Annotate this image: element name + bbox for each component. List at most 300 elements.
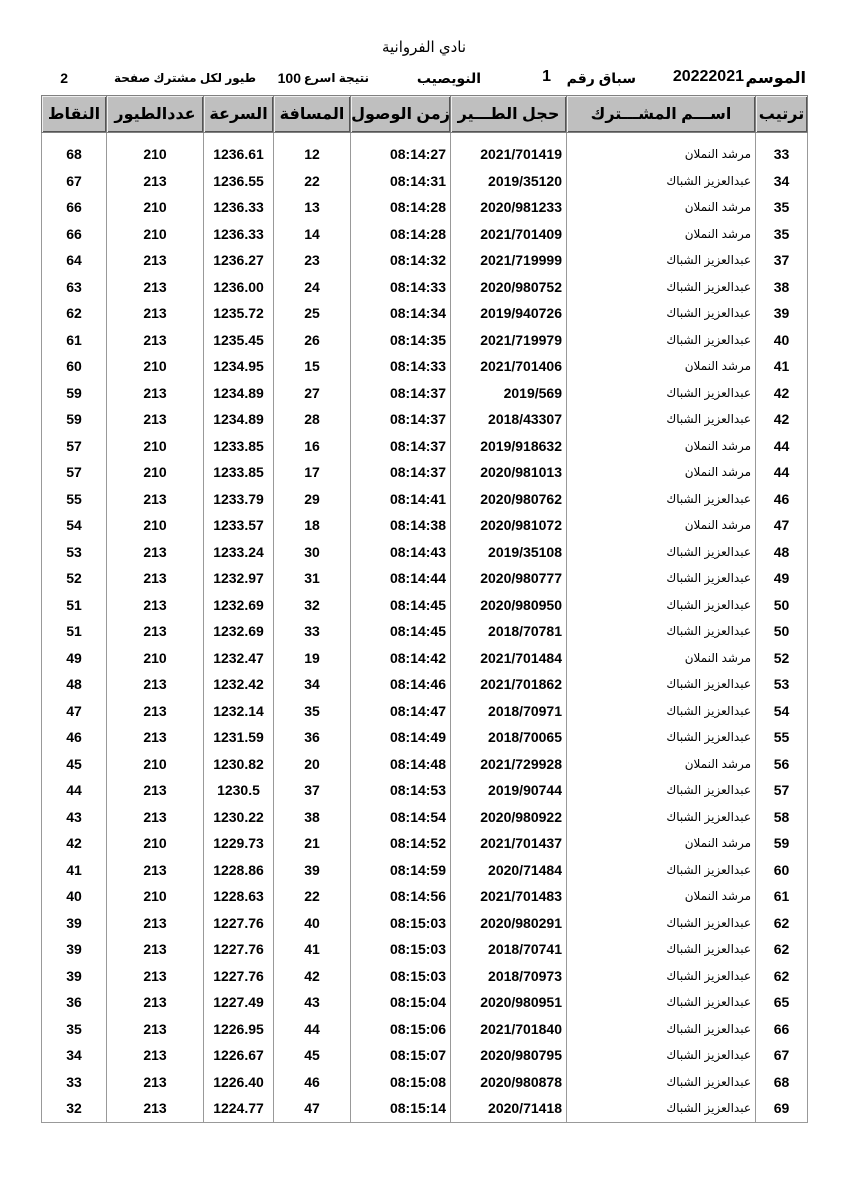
page-number: 2: [60, 70, 68, 86]
cell-speed: 1235.72: [204, 300, 274, 327]
cell-points: 44: [42, 777, 107, 804]
table-row: [42, 1095, 808, 1122]
cell-rank: 49: [756, 565, 808, 592]
cell-arrival: 08:14:37: [351, 406, 451, 433]
cell-distance: 38: [274, 804, 351, 831]
cell-points: 45: [42, 751, 107, 778]
table-row: [42, 857, 808, 884]
cell-arrival: 08:14:32: [351, 247, 451, 274]
cell-bird-count: 213: [107, 327, 204, 354]
cell-bird-count: 213: [107, 592, 204, 619]
table-row: [42, 804, 808, 831]
cell-points: 57: [42, 459, 107, 486]
col-participant: اســـم المشـــترك: [567, 96, 756, 133]
cell-rank: 33: [756, 141, 808, 168]
cell-bird-count: 213: [107, 380, 204, 407]
cell-points: 54: [42, 512, 107, 539]
table-row: [42, 194, 808, 221]
cell-participant: عبدالعزيز الشباك: [567, 274, 756, 301]
table-row: [42, 406, 808, 433]
cell-points: 48: [42, 671, 107, 698]
cell-rank: 37: [756, 247, 808, 274]
cell-points: 59: [42, 380, 107, 407]
cell-arrival: 08:14:33: [351, 274, 451, 301]
cell-participant: عبدالعزيز الشباك: [567, 592, 756, 619]
cell-distance: 25: [274, 300, 351, 327]
cell-bird-count: 213: [107, 565, 204, 592]
cell-ring: 2020/980878: [451, 1069, 567, 1096]
cell-ring: 2021/701862: [451, 671, 567, 698]
cell-points: 35: [42, 1016, 107, 1043]
cell-arrival: 08:14:28: [351, 194, 451, 221]
club-title: نادي الفروانية: [381, 39, 467, 56]
table-row: [42, 141, 808, 168]
cell-distance: 45: [274, 1042, 351, 1069]
cell-points: 51: [42, 592, 107, 619]
table-row: [42, 353, 808, 380]
cell-distance: 47: [274, 1095, 351, 1122]
table-row: [42, 698, 808, 725]
cell-participant: عبدالعزيز الشباك: [567, 1016, 756, 1043]
cell-speed: 1228.86: [204, 857, 274, 884]
cell-ring: 2020/981072: [451, 512, 567, 539]
cell-bird-count: 210: [107, 751, 204, 778]
cell-rank: 66: [756, 1016, 808, 1043]
cell-speed: 1236.33: [204, 194, 274, 221]
cell-points: 47: [42, 698, 107, 725]
cell-arrival: 08:14:41: [351, 486, 451, 513]
cell-distance: 28: [274, 406, 351, 433]
cell-ring: 2020/981233: [451, 194, 567, 221]
cell-rank: 34: [756, 168, 808, 195]
table-row: [42, 168, 808, 195]
cell-speed: 1235.45: [204, 327, 274, 354]
cell-distance: 13: [274, 194, 351, 221]
col-ring: حجل الطـــير: [451, 96, 567, 133]
cell-bird-count: 213: [107, 724, 204, 751]
cell-ring: 2020/980950: [451, 592, 567, 619]
cell-distance: 29: [274, 486, 351, 513]
cell-distance: 15: [274, 353, 351, 380]
cell-bird-count: 213: [107, 963, 204, 990]
cell-ring: 2018/70971: [451, 698, 567, 725]
cell-ring: 2020/980795: [451, 1042, 567, 1069]
cell-speed: 1227.76: [204, 910, 274, 937]
cell-distance: 23: [274, 247, 351, 274]
cell-ring: 2019/35120: [451, 168, 567, 195]
table-row: [42, 486, 808, 513]
cell-bird-count: 213: [107, 1069, 204, 1096]
birds-per-label: طيور لكل مشترك صفحة: [114, 71, 256, 85]
cell-participant: عبدالعزيز الشباك: [567, 565, 756, 592]
cell-ring: 2019/918632: [451, 433, 567, 460]
cell-speed: 1236.55: [204, 168, 274, 195]
cell-points: 62: [42, 300, 107, 327]
cell-ring: 2020/71418: [451, 1095, 567, 1122]
cell-bird-count: 213: [107, 247, 204, 274]
cell-arrival: 08:15:06: [351, 1016, 451, 1043]
cell-arrival: 08:14:49: [351, 724, 451, 751]
cell-speed: 1232.14: [204, 698, 274, 725]
cell-bird-count: 210: [107, 459, 204, 486]
cell-rank: 62: [756, 910, 808, 937]
cell-speed: 1233.57: [204, 512, 274, 539]
cell-ring: 2019/940726: [451, 300, 567, 327]
table-row: [42, 1069, 808, 1096]
cell-distance: 43: [274, 989, 351, 1016]
table-row: [42, 963, 808, 990]
cell-participant: عبدالعزيز الشباك: [567, 618, 756, 645]
cell-participant: عبدالعزيز الشباك: [567, 486, 756, 513]
cell-speed: 1233.85: [204, 459, 274, 486]
cell-bird-count: 213: [107, 989, 204, 1016]
cell-speed: 1230.22: [204, 804, 274, 831]
cell-bird-count: 210: [107, 221, 204, 248]
cell-rank: 60: [756, 857, 808, 884]
cell-bird-count: 210: [107, 194, 204, 221]
cell-rank: 62: [756, 936, 808, 963]
cell-arrival: 08:14:44: [351, 565, 451, 592]
cell-rank: 62: [756, 963, 808, 990]
cell-arrival: 08:14:53: [351, 777, 451, 804]
race-info-bar: [44, 68, 806, 90]
cell-points: 52: [42, 565, 107, 592]
cell-points: 53: [42, 539, 107, 566]
cell-participant: مرشد النملان: [567, 353, 756, 380]
cell-bird-count: 210: [107, 830, 204, 857]
cell-bird-count: 210: [107, 353, 204, 380]
cell-distance: 26: [274, 327, 351, 354]
cell-participant: عبدالعزيز الشباك: [567, 724, 756, 751]
cell-arrival: 08:14:59: [351, 857, 451, 884]
race-number: 1: [542, 68, 551, 85]
season-value: 20222021: [672, 68, 744, 85]
cell-points: 67: [42, 168, 107, 195]
cell-rank: 42: [756, 380, 808, 407]
cell-arrival: 08:14:35: [351, 327, 451, 354]
cell-arrival: 08:14:48: [351, 751, 451, 778]
cell-speed: 1236.61: [204, 141, 274, 168]
cell-distance: 40: [274, 910, 351, 937]
cell-bird-count: 213: [107, 539, 204, 566]
cell-ring: 2018/70065: [451, 724, 567, 751]
cell-participant: عبدالعزيز الشباك: [567, 539, 756, 566]
cell-participant: عبدالعزيز الشباك: [567, 380, 756, 407]
table-row: [42, 910, 808, 937]
cell-arrival: 08:14:37: [351, 433, 451, 460]
cell-arrival: 08:15:14: [351, 1095, 451, 1122]
cell-arrival: 08:14:33: [351, 353, 451, 380]
cell-points: 64: [42, 247, 107, 274]
cell-points: 40: [42, 883, 107, 910]
cell-arrival: 08:14:37: [351, 380, 451, 407]
cell-distance: 44: [274, 1016, 351, 1043]
cell-arrival: 08:14:52: [351, 830, 451, 857]
spacer-row: [42, 133, 808, 142]
cell-bird-count: 210: [107, 433, 204, 460]
cell-ring: 2020/980752: [451, 274, 567, 301]
cell-rank: 44: [756, 433, 808, 460]
col-rank: ترتيب: [756, 96, 808, 133]
cell-bird-count: 213: [107, 777, 204, 804]
cell-speed: 1232.69: [204, 592, 274, 619]
cell-arrival: 08:15:04: [351, 989, 451, 1016]
cell-distance: 18: [274, 512, 351, 539]
cell-ring: 2021/701484: [451, 645, 567, 672]
cell-rank: 46: [756, 486, 808, 513]
cell-participant: عبدالعزيز الشباك: [567, 936, 756, 963]
cell-distance: 24: [274, 274, 351, 301]
table-row: [42, 327, 808, 354]
cell-points: 68: [42, 141, 107, 168]
cell-distance: 42: [274, 963, 351, 990]
cell-bird-count: 210: [107, 645, 204, 672]
cell-ring: 2018/70741: [451, 936, 567, 963]
cell-speed: 1233.24: [204, 539, 274, 566]
cell-speed: 1228.63: [204, 883, 274, 910]
table-row: [42, 1016, 808, 1043]
cell-arrival: 08:14:27: [351, 141, 451, 168]
cell-rank: 67: [756, 1042, 808, 1069]
header-row: [42, 96, 808, 133]
cell-rank: 48: [756, 539, 808, 566]
cell-arrival: 08:15:08: [351, 1069, 451, 1096]
table-row: [42, 777, 808, 804]
cell-bird-count: 213: [107, 698, 204, 725]
cell-bird-count: 213: [107, 274, 204, 301]
table-row: [42, 751, 808, 778]
cell-participant: عبدالعزيز الشباك: [567, 300, 756, 327]
cell-bird-count: 213: [107, 804, 204, 831]
col-arrival: زمن الوصول: [351, 96, 451, 133]
cell-points: 39: [42, 936, 107, 963]
cell-rank: 61: [756, 883, 808, 910]
race-label: سباق رقم: [566, 70, 636, 86]
cell-ring: 2020/981013: [451, 459, 567, 486]
cell-points: 51: [42, 618, 107, 645]
cell-speed: 1232.47: [204, 645, 274, 672]
cell-bird-count: 213: [107, 168, 204, 195]
table-row: [42, 671, 808, 698]
cell-rank: 59: [756, 830, 808, 857]
cell-ring: 2019/90744: [451, 777, 567, 804]
cell-speed: 1231.59: [204, 724, 274, 751]
cell-bird-count: 213: [107, 936, 204, 963]
cell-bird-count: 213: [107, 671, 204, 698]
cell-ring: 2021/701840: [451, 1016, 567, 1043]
cell-ring: 2020/980922: [451, 804, 567, 831]
table-row: [42, 512, 808, 539]
table-row: [42, 592, 808, 619]
cell-bird-count: 213: [107, 300, 204, 327]
cell-arrival: 08:14:31: [351, 168, 451, 195]
cell-participant: مرشد النملان: [567, 433, 756, 460]
table-row: [42, 300, 808, 327]
cell-points: 49: [42, 645, 107, 672]
cell-bird-count: 213: [107, 486, 204, 513]
cell-speed: 1234.95: [204, 353, 274, 380]
cell-bird-count: 213: [107, 1042, 204, 1069]
cell-points: 32: [42, 1095, 107, 1122]
cell-speed: 1233.85: [204, 433, 274, 460]
col-points: النقاط: [42, 96, 107, 133]
cell-participant: عبدالعزيز الشباك: [567, 910, 756, 937]
cell-points: 66: [42, 221, 107, 248]
cell-points: 60: [42, 353, 107, 380]
cell-rank: 58: [756, 804, 808, 831]
cell-ring: 2020/71484: [451, 857, 567, 884]
results-table: [41, 95, 808, 1123]
cell-participant: مرشد النملان: [567, 141, 756, 168]
cell-distance: 22: [274, 883, 351, 910]
cell-ring: 2020/980951: [451, 989, 567, 1016]
table-row: [42, 989, 808, 1016]
cell-speed: 1226.67: [204, 1042, 274, 1069]
cell-arrival: 08:15:07: [351, 1042, 451, 1069]
col-distance: المسافة: [274, 96, 351, 133]
cell-participant: مرشد النملان: [567, 883, 756, 910]
cell-points: 63: [42, 274, 107, 301]
cell-bird-count: 213: [107, 857, 204, 884]
cell-distance: 34: [274, 671, 351, 698]
cell-rank: 50: [756, 592, 808, 619]
cell-ring: 2020/980777: [451, 565, 567, 592]
table-row: [42, 433, 808, 460]
cell-distance: 39: [274, 857, 351, 884]
cell-rank: 39: [756, 300, 808, 327]
cell-participant: عبدالعزيز الشباك: [567, 327, 756, 354]
cell-points: 33: [42, 1069, 107, 1096]
cell-distance: 27: [274, 380, 351, 407]
race-location: النويصيب: [416, 70, 481, 86]
cell-points: 36: [42, 989, 107, 1016]
table-row: [42, 1042, 808, 1069]
table-row: [42, 645, 808, 672]
table-row: [42, 936, 808, 963]
cell-arrival: 08:14:54: [351, 804, 451, 831]
cell-participant: عبدالعزيز الشباك: [567, 1069, 756, 1096]
cell-distance: 19: [274, 645, 351, 672]
cell-bird-count: 213: [107, 618, 204, 645]
cell-speed: 1232.69: [204, 618, 274, 645]
cell-ring: 2018/43307: [451, 406, 567, 433]
cell-ring: 2019/569: [451, 380, 567, 407]
cell-rank: 44: [756, 459, 808, 486]
table-row: [42, 459, 808, 486]
table-row: [42, 618, 808, 645]
cell-participant: عبدالعزيز الشباك: [567, 989, 756, 1016]
cell-rank: 47: [756, 512, 808, 539]
cell-ring: 2021/729928: [451, 751, 567, 778]
cell-participant: عبدالعزيز الشباك: [567, 1095, 756, 1122]
cell-distance: 33: [274, 618, 351, 645]
cell-distance: 37: [274, 777, 351, 804]
cell-rank: 54: [756, 698, 808, 725]
cell-ring: 2021/719999: [451, 247, 567, 274]
table-row: [42, 274, 808, 301]
cell-speed: 1227.76: [204, 936, 274, 963]
table-row: [42, 221, 808, 248]
cell-ring: 2021/701419: [451, 141, 567, 168]
cell-arrival: 08:14:28: [351, 221, 451, 248]
cell-arrival: 08:14:56: [351, 883, 451, 910]
cell-points: 59: [42, 406, 107, 433]
cell-arrival: 08:14:45: [351, 618, 451, 645]
cell-bird-count: 210: [107, 141, 204, 168]
table-row: [42, 724, 808, 751]
cell-distance: 12: [274, 141, 351, 168]
cell-participant: مرشد النملان: [567, 751, 756, 778]
cell-rank: 38: [756, 274, 808, 301]
col-bird-count: عددالطيور: [107, 96, 204, 133]
cell-rank: 52: [756, 645, 808, 672]
cell-arrival: 08:14:46: [351, 671, 451, 698]
cell-speed: 1227.49: [204, 989, 274, 1016]
cell-points: 61: [42, 327, 107, 354]
cell-rank: 41: [756, 353, 808, 380]
cell-points: 43: [42, 804, 107, 831]
cell-bird-count: 210: [107, 883, 204, 910]
cell-ring: 2021/719979: [451, 327, 567, 354]
cell-ring: 2018/70781: [451, 618, 567, 645]
cell-bird-count: 213: [107, 406, 204, 433]
cell-distance: 20: [274, 751, 351, 778]
table-row: [42, 565, 808, 592]
cell-ring: 2021/701406: [451, 353, 567, 380]
cell-ring: 2020/980762: [451, 486, 567, 513]
cell-participant: عبدالعزيز الشباك: [567, 247, 756, 274]
cell-arrival: 08:15:03: [351, 963, 451, 990]
cell-participant: مرشد النملان: [567, 459, 756, 486]
table-row: [42, 883, 808, 910]
cell-speed: 1233.79: [204, 486, 274, 513]
cell-participant: مرشد النملان: [567, 221, 756, 248]
cell-speed: 1236.33: [204, 221, 274, 248]
cell-rank: 69: [756, 1095, 808, 1122]
cell-distance: 35: [274, 698, 351, 725]
cell-bird-count: 213: [107, 1095, 204, 1122]
cell-rank: 35: [756, 221, 808, 248]
cell-participant: مرشد النملان: [567, 645, 756, 672]
cell-bird-count: 213: [107, 910, 204, 937]
cell-arrival: 08:14:37: [351, 459, 451, 486]
cell-rank: 57: [756, 777, 808, 804]
cell-points: 39: [42, 910, 107, 937]
cell-ring: 2018/70973: [451, 963, 567, 990]
cell-speed: 1234.89: [204, 406, 274, 433]
cell-speed: 1230.5: [204, 777, 274, 804]
table-row: [42, 539, 808, 566]
cell-speed: 1230.82: [204, 751, 274, 778]
result-label: نتيجة اسرع: [303, 71, 369, 85]
cell-arrival: 08:14:42: [351, 645, 451, 672]
cell-rank: 68: [756, 1069, 808, 1096]
cell-participant: عبدالعزيز الشباك: [567, 168, 756, 195]
cell-distance: 16: [274, 433, 351, 460]
cell-bird-count: 210: [107, 512, 204, 539]
cell-rank: 50: [756, 618, 808, 645]
cell-points: 42: [42, 830, 107, 857]
cell-distance: 22: [274, 168, 351, 195]
season-label: الموسم: [745, 70, 806, 87]
table-row: [42, 380, 808, 407]
cell-rank: 53: [756, 671, 808, 698]
cell-distance: 32: [274, 592, 351, 619]
fastest-count: 100: [277, 70, 301, 86]
cell-speed: 1236.00: [204, 274, 274, 301]
cell-distance: 46: [274, 1069, 351, 1096]
cell-distance: 31: [274, 565, 351, 592]
